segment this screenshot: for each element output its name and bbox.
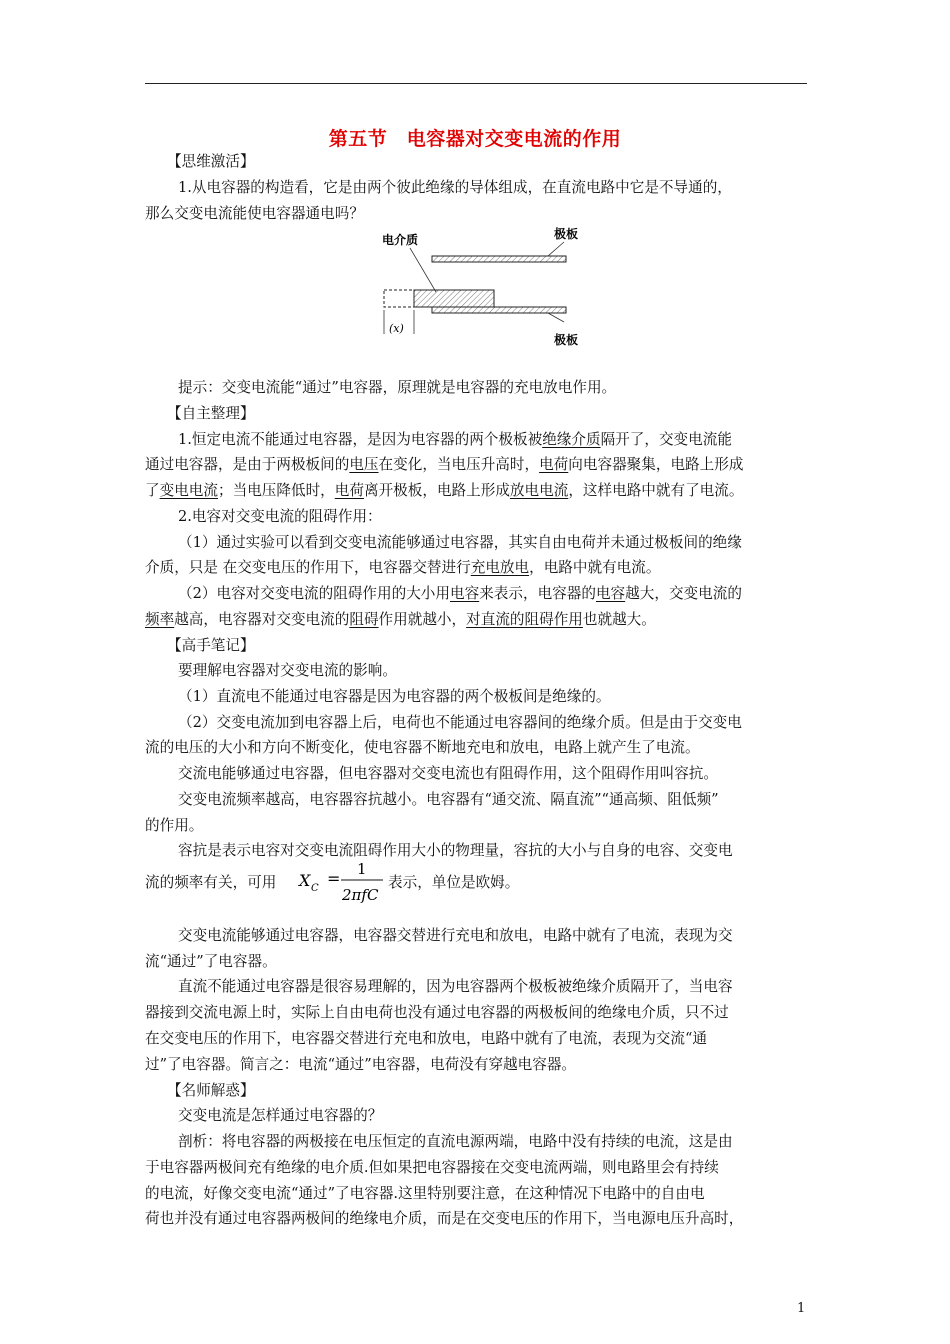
notes-n5-line-1: 交变电流频率越高，电容器容抗越小。电容器有“通交流、隔直流”“通高频、阻低频”	[178, 791, 719, 808]
activation-question-line-1: 1.从电容器的构造看，它是由两个彼此绝缘的导体组成，在直流电路中它是不导通的，	[178, 179, 732, 196]
notes-n8-line-4: 过”了电容器。简言之：电流“通过”电容器，电荷没有穿越电容器。	[145, 1056, 577, 1073]
teacher-answer-line-1: 剖析：将电容器的两极接在电压恒定的直流电源两端，电路中没有持续的电流，这是由	[178, 1133, 733, 1150]
self-p3-line-1: （1）通过实验可以看到交变电流能够通过电容器，其实自由电荷并未通过极板间的绝缘	[178, 534, 742, 551]
teacher-answer-line-4: 荷也并没有通过电容器两极间的绝缘电介质，而是在交变电压的作用下，当电源电压升高时，	[145, 1210, 744, 1227]
teacher-answer-line-3: 的电流，好像交变电流“通过”了电容器.这里特别要注意，在这种情况下电路中的自由电	[145, 1185, 705, 1202]
top-plate-label: 极板	[554, 227, 579, 241]
bottom-plate-label: 极板	[554, 333, 579, 347]
formula-subscript: C	[311, 883, 319, 894]
self-p1-line-3: 了变电电流；当电压降低时，电荷离开极板，电路上形成放电电流，这样电路中就有了电流。	[145, 482, 744, 499]
header-rule	[145, 83, 807, 84]
dielectric-slab	[414, 290, 494, 307]
bottom-plate	[432, 307, 566, 313]
teacher-answer-line-2: 于电容器两极间充有绝缘的电介质.但如果把电容器接在交变电流两端，则电路里会有持续	[145, 1159, 719, 1176]
notes-n8-line-1: 直流不能通过电容器是很容易理解的，因为电容器两个极板被绝缘介质隔开了，当电容	[178, 978, 733, 995]
notes-n3-line-1: （2）交变电流加到电容器上后，电荷也不能通过电容器间的绝缘介质。但是由于交变电	[178, 714, 742, 731]
notes-n4: 交流电能够通过电容器，但电容器对交变电流也有阻碍作用，这个阻碍作用叫容抗。	[178, 765, 718, 782]
self-p2: 2.电容对交变电流的阻碍作用：	[178, 508, 382, 525]
page-number: 1	[797, 1301, 806, 1316]
section-heading-notes: 【高手笔记】	[167, 637, 255, 654]
notes-n8-line-2: 器接到交流电源上时，实际上自由电荷也没有通过电容器的两极板间的绝缘电介质，只不过	[145, 1004, 729, 1021]
notes-n2: （1）直流电不能通过电容器是因为电容器的两个极板间是绝缘的。	[178, 688, 611, 705]
notes-n1: 要理解电容器对交变电流的影响。	[178, 662, 397, 679]
formula-lhs: X	[299, 871, 311, 890]
section-heading-teacher: 【名师解惑】	[167, 1082, 255, 1099]
notes-n7-line-2: 流“通过”了电容器。	[145, 953, 277, 970]
self-p1-line-2: 通过电容器，是由于两极板间的电压在变化，当电压升高时，电荷向电容器聚集，电路上形成	[145, 456, 744, 473]
notes-n8-line-3: 在交变电压的作用下，电容器交替进行充电和放电，电路中就有了电流，表现为交流“通	[145, 1030, 708, 1047]
notes-n5-line-2: 的作用。	[145, 817, 204, 834]
dielectric-label: 电介质	[382, 233, 419, 247]
formula-numerator: 1	[357, 860, 367, 878]
section-heading-self-study: 【自主整理】	[167, 405, 255, 422]
activation-hint: 提示：交变电流能“通过”电容器，原理就是电容器的充电放电作用。	[178, 379, 617, 396]
self-p4-line-1: （2）电容对交变电流的阻碍作用的大小用电容来表示，电容器的电容越大，交变电流的	[178, 585, 742, 602]
self-p1-line-1: 1.恒定电流不能通过电容器，是因为电容器的两个极板被绝缘介质隔开了，交变电流能	[178, 431, 732, 448]
notes-n6-line-1: 容抗是表示电容对交变电流阻碍作用大小的物理量，容抗的大小与自身的电容、交变电	[178, 842, 733, 859]
displacement-x-label: (x)	[389, 322, 404, 335]
notes-n6-line-2-b: 表示，单位是欧姆。	[388, 874, 520, 891]
self-p4-line-2: 频率越高，电容器对交变电流的阻碍作用就越小，对直流的阻碍作用也就越大。	[145, 611, 656, 628]
formula-denominator: 2πfC	[342, 886, 379, 904]
capacitor-diagram	[376, 222, 596, 352]
svg-text:=: =	[327, 869, 341, 888]
notes-n3-line-2: 流的电压的大小和方向不断变化，使电容器不断地充电和放电，电路上就产生了电流。	[145, 739, 700, 756]
dielectric-original-position	[384, 290, 414, 307]
teacher-question: 交变电流是怎样通过电容器的？	[178, 1107, 383, 1124]
self-p3-line-2: 介质，只是 在交变电压的作用下，电容器交替进行充电放电，电路中就有电流。	[145, 559, 661, 576]
notes-n7-line-1: 交变电流能够通过电容器，电容器交替进行充电和放电，电路中就有了电流，表现为交	[178, 927, 733, 944]
capacitive-reactance-formula	[297, 856, 387, 906]
section-heading-activation: 【思维激活】	[167, 153, 255, 170]
activation-question-line-2: 那么交变电流能使电容器通电吗？	[145, 205, 364, 222]
page-title: 第五节 电容器对交变电流的作用	[328, 128, 622, 150]
top-plate	[432, 256, 566, 262]
notes-n6-line-2-a: 流的频率有关，可用	[145, 874, 277, 891]
